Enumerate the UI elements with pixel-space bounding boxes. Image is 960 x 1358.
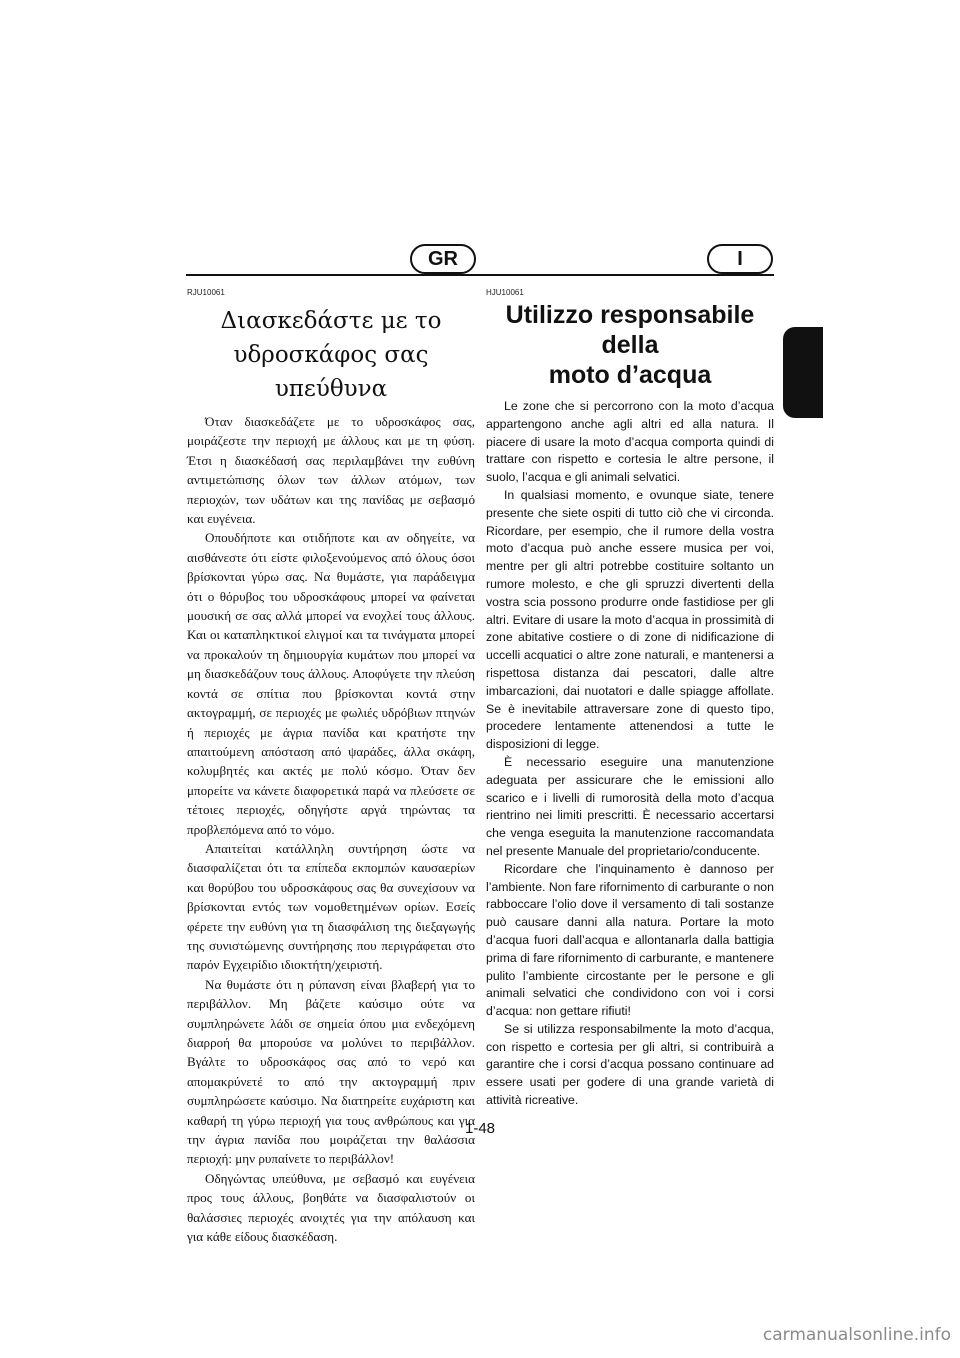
italian-paragraph: Ricordare che l’inquinamento è dannoso per l’ambiente. Non fare rifornimento di carburante o non rabboccare l’olio dove il versamento di tali sostanze può causare danni alla natura. Portare la moto d’acqua fuori dall’acqua e allontanarla dalla battigia prima di fare rifornimento di carburante, e mantenere pulito l’ambiente circostante per le persone e gli animali selvatici che condividono con voi i corsi d’acqua: non gettare rifiuti! [486, 861, 774, 1019]
greek-section-title [187, 304, 475, 406]
watermark: carmanualsonline.info [762, 1325, 951, 1345]
greek-paragraph: Οδηγώντας υπεύθυνα, με σεβασμό και ευγένεια προς τους άλλους, βοηθάτε να διασφαλιστούν οι θαλάσσιες περιοχές ανοιχτές για την απόλαυση και για κάθε είδους διασκέδαση. [187, 1170, 475, 1245]
greek-column [187, 288, 475, 1246]
header-rule [186, 274, 774, 276]
italian-paragraph: Se si utilizza responsabilmente la moto d’acqua, con rispetto e cortesia per gli altri, si contribuirà a garantire che i corsi d’acqua possano continuare ad essere usati per godere di una grande varietà di attività ricreative. [486, 1021, 774, 1108]
greek-paragraph: Όταν διασκεδάζετε με το υδροσκάφος σας, μοιράζεστε την περιοχή με άλλους και με τη φύση. Έτσι η διασκέδασή σας περιλαμβάνει την ευθύνη αντιμετώπισης όλων των άλλων ατόμων, των περιοχών, των υδάτων και της πανίδας με σεβασμό και ευγένεια. [187, 414, 475, 527]
italian-paragraph: In qualsiasi momento, e ovunque siate, tenere presente che siete ospiti di tutto ciò che vi circonda. Ricordare, per esempio, che il rumore della vostra moto d’acqua può anche essere musica per voi, mentre per gli altri potrebbe costituire soltanto un rumore molesto, e che gli spruzzi divertenti della vostra scia possono produrre onde fastidiose per gli altri. Evitare di usare la moto d’acqua in prossimità di zone abitative costiere o di zone di nidificazione di uccelli acquatici o altre zone naturali, e mantenersi a rispettosa distanza dai pescatori, dalle altre imbarcazioni, dai nuotatori e dalle spiagge affollate. Se è inevitabile attraversare zone di questo tipo, procedere lentamente attenendosi a tutte le disposizioni di legge. [486, 487, 774, 752]
greek-title-line-2: υδροσκάφος σας υπεύθυνα [233, 342, 429, 402]
greek-paragraph: Οπουδήποτε και οτιδήποτε και αν οδηγείτε, να αισθάνεστε ότι είστε φιλοξενούμενος από όλους όσοι βρίσκονται γύρω σας. Να θυμάστε, για παράδειγμα ότι ο θόρυβος του υδροσκάφους μπορεί να φαίνεται μουσική σε σας αλλά μπορεί να ενοχλεί τους άλλους. Και οι καταπληκτικοί ελιγμοί και τα τινάγματα μπορεί να προκαλούν τη δημιουργία κυμάτων που μπορεί να μη διασκεδάζουν τους άλλους. Αποφύγετε την πλεύση κοντά σε σπίτια που βρίσκονται κοντά στην ακτογραμμή, σε περιοχές με φωλιές υδρόβιων πτηνών ή περιοχές με άγρια πανίδα και κρατήστε την απαιτούμενη απόσταση από ψαράδες, άλλα σκάφη, κολυμβητές και ακτές με πολύ κόσμο. Όταν δεν μπορείτε να κάνετε διαφορετικά παρά να πλεύσετε σε τέτοιες περιοχές, οδηγήστε αργά τηρώντας τα προβλεπόμενα από το νόμο. [187, 530, 475, 837]
italian-column [486, 288, 774, 1110]
greek-section-code: RJU10061 [187, 288, 225, 297]
chapter-side-tab [783, 327, 823, 418]
italian-paragraph: È necessario eseguire una manutenzione adeguata per assicurare che le emissioni allo scarico e i livelli di rumorosità della moto d’acqua rientrino nei limiti prescritti. È necessario accertarsi che venga eseguita la manutenzione raccomandata nel presente Manuale del proprietario/conducente. [486, 754, 774, 858]
italian-title-line-1: Utilizzo responsabile della [505, 301, 755, 359]
language-tab-italian: I [707, 244, 773, 274]
greek-paragraph: Να θυμάστε ότι η ρύπανση είναι βλαβερή για το περιβάλλον. Μη βάζετε καύσιμο ούτε να συμπληρώνετε λάδι σε σημεία όπου μια ενδεχόμενη διαρροή θα μπορούσε να μολύνει το περιβάλλον. Βγάλτε το υδροσκάφος σας από το νερό και απομακρύνετέ το από την ακτογραμμή πριν συμπληρώσετε καύσιμο. Να διατηρείτε ευχάριστη και καθαρή τη γύρω περιοχή για τους ανθρώπους και για την άγρια πανίδα που μοιράζεται την θαλάσσια περιοχή: μην ρυπαίνετε το περιβάλλον! [187, 976, 475, 1167]
greek-title-line-1: Διασκεδάστε με το [220, 308, 442, 334]
language-tab-greek: GR [410, 244, 476, 274]
italian-section-title [486, 300, 774, 390]
italian-section-code: HJU10061 [486, 288, 524, 297]
page-number: 1-48 [464, 1120, 496, 1137]
italian-title-line-2: moto d’acqua [548, 361, 712, 389]
italian-paragraph: Le zone che si percorrono con la moto d’acqua appartengono anche agli altri ed alla natura. Il piacere di usare la moto d’acqua comporta quindi di trattare con rispetto e cortesia le altre persone, il suolo, l’acqua e gli animali selvatici. [486, 399, 774, 485]
greek-paragraph: Απαιτείται κατάλληλη συντήρηση ώστε να διασφαλίζεται ότι τα επίπεδα εκπομπών καυσαερίων και θορύβου του υδροσκάφους σας θα συνεχίσουν να βρίσκονται εντός των νομοθετημένων ορίων. Εσείς φέρετε την ευθύνη για τη διασφάλιση της διεξαγωγής της συνιστώμενης συντήρησης που περιγράφεται στο παρόν Εγχειρίδιο ιδιοκτήτη/χειριστή. [187, 840, 475, 973]
